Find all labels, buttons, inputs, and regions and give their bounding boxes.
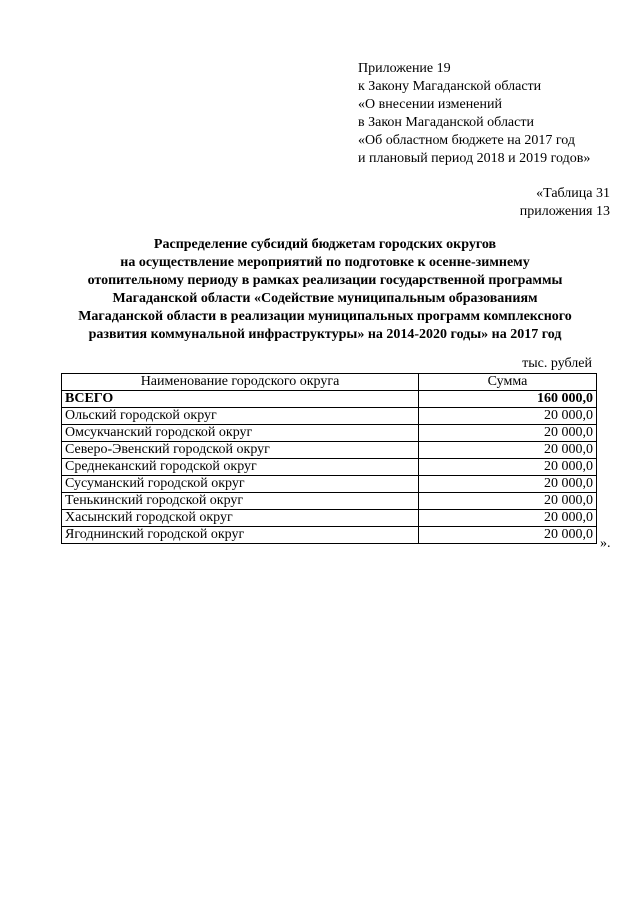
table-row	[62, 527, 597, 544]
district-sum: 20 000,0	[419, 442, 597, 459]
column-header-sum: Сумма	[419, 374, 597, 391]
appendix-line: Приложение 19	[358, 61, 451, 76]
district-name: Ольский городской округ	[62, 408, 419, 425]
district-sum: 20 000,0	[419, 425, 597, 442]
district-name: Ягоднинский городской округ	[62, 527, 419, 544]
district-sum: 20 000,0	[419, 493, 597, 510]
district-sum: 20 000,0	[419, 408, 597, 425]
unit-label: тыс. рублей	[522, 356, 592, 371]
district-name: Сусуманский городской округ	[62, 476, 419, 493]
total-sum: 160 000,0	[419, 391, 597, 408]
district-name: Хасынский городской округ	[62, 510, 419, 527]
district-sum: 20 000,0	[419, 527, 597, 544]
table-total-row	[62, 391, 597, 408]
district-sum: 20 000,0	[419, 476, 597, 493]
table-row	[62, 442, 597, 459]
title-line: развития коммунальной инфраструктуры» на 2014-2020 годы» на 2017 год	[88, 327, 562, 342]
district-name: Омсукчанский городской округ	[62, 425, 419, 442]
title-line: Магаданской области «Содействие муниципальным образованиям	[112, 291, 538, 306]
district-name: Среднеканский городской округ	[62, 459, 419, 476]
table-row	[62, 476, 597, 493]
table-row	[62, 459, 597, 476]
district-name: Тенькинский городской округ	[62, 493, 419, 510]
table-row	[62, 425, 597, 442]
table-ref-appendix: приложения 13	[519, 204, 610, 219]
appendix-line: к Закону Магаданской области	[358, 79, 542, 94]
appendix-line: «Об областном бюджете на 2017 год	[358, 133, 575, 148]
total-label: ВСЕГО	[62, 391, 419, 408]
appendix-line: «О внесении изменений	[358, 97, 502, 112]
column-header-name: Наименование городского округа	[62, 374, 419, 391]
appendix-header	[358, 60, 628, 168]
district-sum: 20 000,0	[419, 459, 597, 476]
district-sum: 20 000,0	[419, 510, 597, 527]
table-row	[62, 408, 597, 425]
table-header-row	[62, 374, 597, 391]
district-name: Северо-Эвенский городской округ	[62, 442, 419, 459]
closing-quote-mark: ».	[600, 536, 611, 551]
table-ref-number: «Таблица 31	[536, 186, 610, 201]
title-line: Распределение субсидий бюджетам городских округов	[153, 237, 497, 252]
table-reference	[520, 185, 610, 221]
subsidy-table	[61, 373, 597, 544]
table-row	[62, 510, 597, 527]
title-line: на осуществление мероприятий по подготовке к осенне-зимнему	[120, 255, 530, 270]
document-title	[40, 236, 610, 344]
title-line: Магаданской области в реализации муниципальных программ комплексного	[78, 309, 572, 324]
title-line: отопительному периоду в рамках реализации государственной программы	[87, 273, 563, 288]
table-row	[62, 493, 597, 510]
appendix-line: в Закон Магаданской области	[358, 115, 534, 130]
appendix-line: и плановый период 2018 и 2019 годов»	[358, 151, 591, 166]
